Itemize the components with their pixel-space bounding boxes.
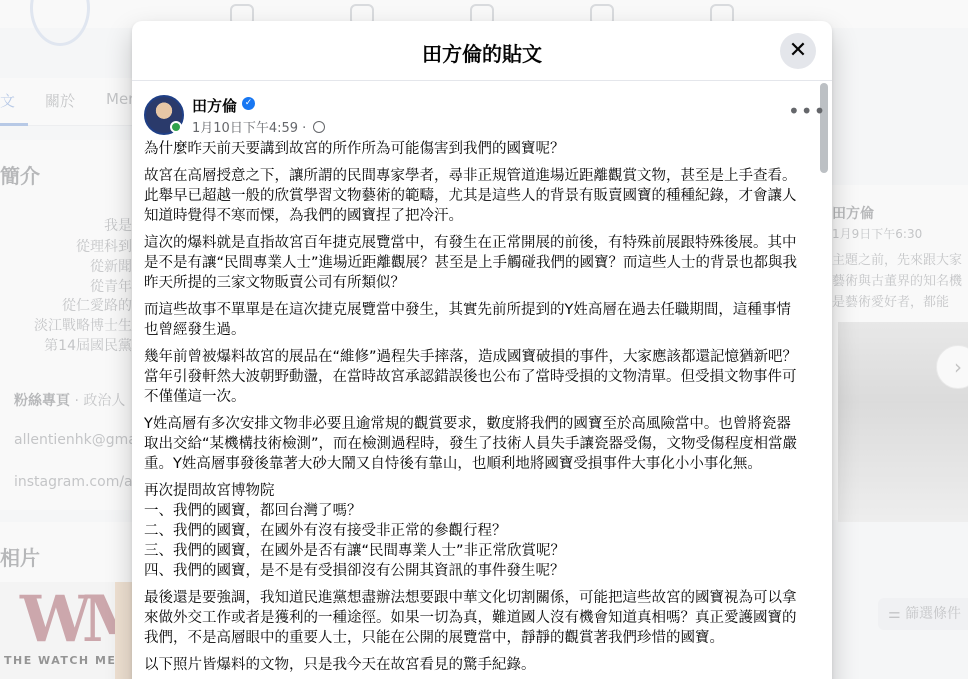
post-paragraph [144, 347, 820, 407]
post-line: 而這些故事不單單是在這次捷克展覽當中發生，其實先前所提到的Y姓高層在過去任職期間，這種事情 [144, 302, 791, 318]
online-status-icon [170, 121, 182, 133]
post-paragraph [144, 166, 820, 226]
public-globe-icon [313, 121, 325, 133]
post-meta [192, 117, 325, 136]
post-line: 幾年前曾被爆料故宮的展品在“維修”過程失手摔落，造成國寶破損的事件，大家應該都還記憶猶新吧？ [144, 349, 798, 365]
post-paragraph [144, 300, 820, 340]
post-paragraph [144, 414, 820, 474]
post-line: 這次的爆料就是直指故宮百年捷克展覽當中，有發生在正常開展的前後，有特殊前展跟特殊後展。其中 [144, 235, 797, 251]
post-line: 為什麼昨天前天要講到故宮的所作所為可能傷害到我們的國寶呢？ [144, 141, 565, 157]
post-author-name[interactable]: 田方倫 [192, 97, 238, 115]
post-timestamp[interactable]: 1月10日下午4:59 [192, 121, 299, 136]
post-paragraph [144, 481, 820, 581]
post-body [144, 139, 820, 679]
post-line: 不僅僅這一次。 [144, 389, 246, 405]
post-line: 故宮在高層授意之下，讓所謂的民間專家學者，尋非正規管道進場近距離觀賞文物，甚至是上手查看。 [144, 168, 797, 184]
post-line: 我們，不是高層眼中的重要人士，只能在公開的展覽當中，靜靜的觀賞著我們珍惜的國寶。 [144, 630, 724, 646]
post-paragraph [144, 655, 820, 675]
post-line: 此舉早已超越一般的欣賞學習文物藝術的範疇，尤其是這些人的背景有販賣國寶的種種紀錄，才會讓人 [144, 188, 797, 204]
post-line: 重。Y姓高層事發後靠著大砂大鬧又自恃後有靠山，也順利地將國寶受損事件大事化小小事化無。 [144, 456, 762, 472]
post-line: 是不是有讓“民間專業人士”進場近距離觀展？甚至是上手觸碰我們的國寶？而這些人士的背景也都與我 [144, 255, 798, 271]
post-line: 再次提問故宮博物院 [144, 483, 275, 499]
verified-badge-icon: ✓ [242, 97, 255, 110]
close-button[interactable] [780, 33, 816, 69]
post-line: 也曾經發生過。 [144, 322, 246, 338]
post-line: 以下照片皆爆料的文物，只是我今天在故宮看見的驚手紀錄。 [144, 657, 536, 673]
dialog-title: 田方倫的貼文 [422, 42, 542, 66]
dialog-header [132, 21, 832, 81]
post-paragraph [144, 139, 820, 159]
close-icon: ✕ [788, 38, 808, 63]
post-paragraph [144, 233, 820, 293]
post-line: Y姓高層有多次安排文物非必要且逾常規的觀賞要求，數度將我們的國寶至於高風險當中。也曾將瓷器 [144, 416, 791, 432]
post-line: 三、我們的國寶，在國外是否有讓“民間專業人士”非正常欣賞呢？ [144, 543, 566, 559]
post-line: 知道時覺得不寒而慄，為我們的國寶捏了把冷汗。 [144, 208, 463, 224]
post-line: 昨天所提的三家文物販賣公司有所類似？ [144, 275, 405, 291]
more-options-icon[interactable]: ••• [788, 99, 827, 123]
post-line: 當年引發軒然大波朝野動盪，在當時故宮承認錯誤後也公布了當時受損的文物清單。但受損文物事件可 [144, 369, 797, 385]
post-line: 最後還是要強調，我知道民進黨想盡辦法想要跟中華文化切割關係，可能把這些故宮的國寶視為可以拿 [144, 590, 797, 606]
post-dialog [132, 21, 832, 679]
post-line: 來做外交工作或者是獲利的一種途徑。如果一切為真，難道國人沒有機會知道真相嗎？真正愛護國寶的 [144, 610, 797, 626]
post-line: 取出交給“某機構技術檢測”，而在檢測過程時，發生了技術人員失手讓瓷器受傷，文物受傷程度相當嚴 [144, 436, 798, 452]
post-line: 四、我們的國寶，是不是有受損卻沒有公開其資訊的事件發生呢？ [144, 563, 565, 579]
post-line: 一、我們的國寶，都回台灣了嗎？ [144, 503, 362, 519]
meta-separator: · [298, 121, 311, 136]
post-line: 二、我們的國寶，在國外有沒有接受非正常的參觀行程？ [144, 523, 507, 539]
dialog-scrollbar[interactable] [820, 83, 828, 173]
post-paragraph [144, 588, 820, 648]
